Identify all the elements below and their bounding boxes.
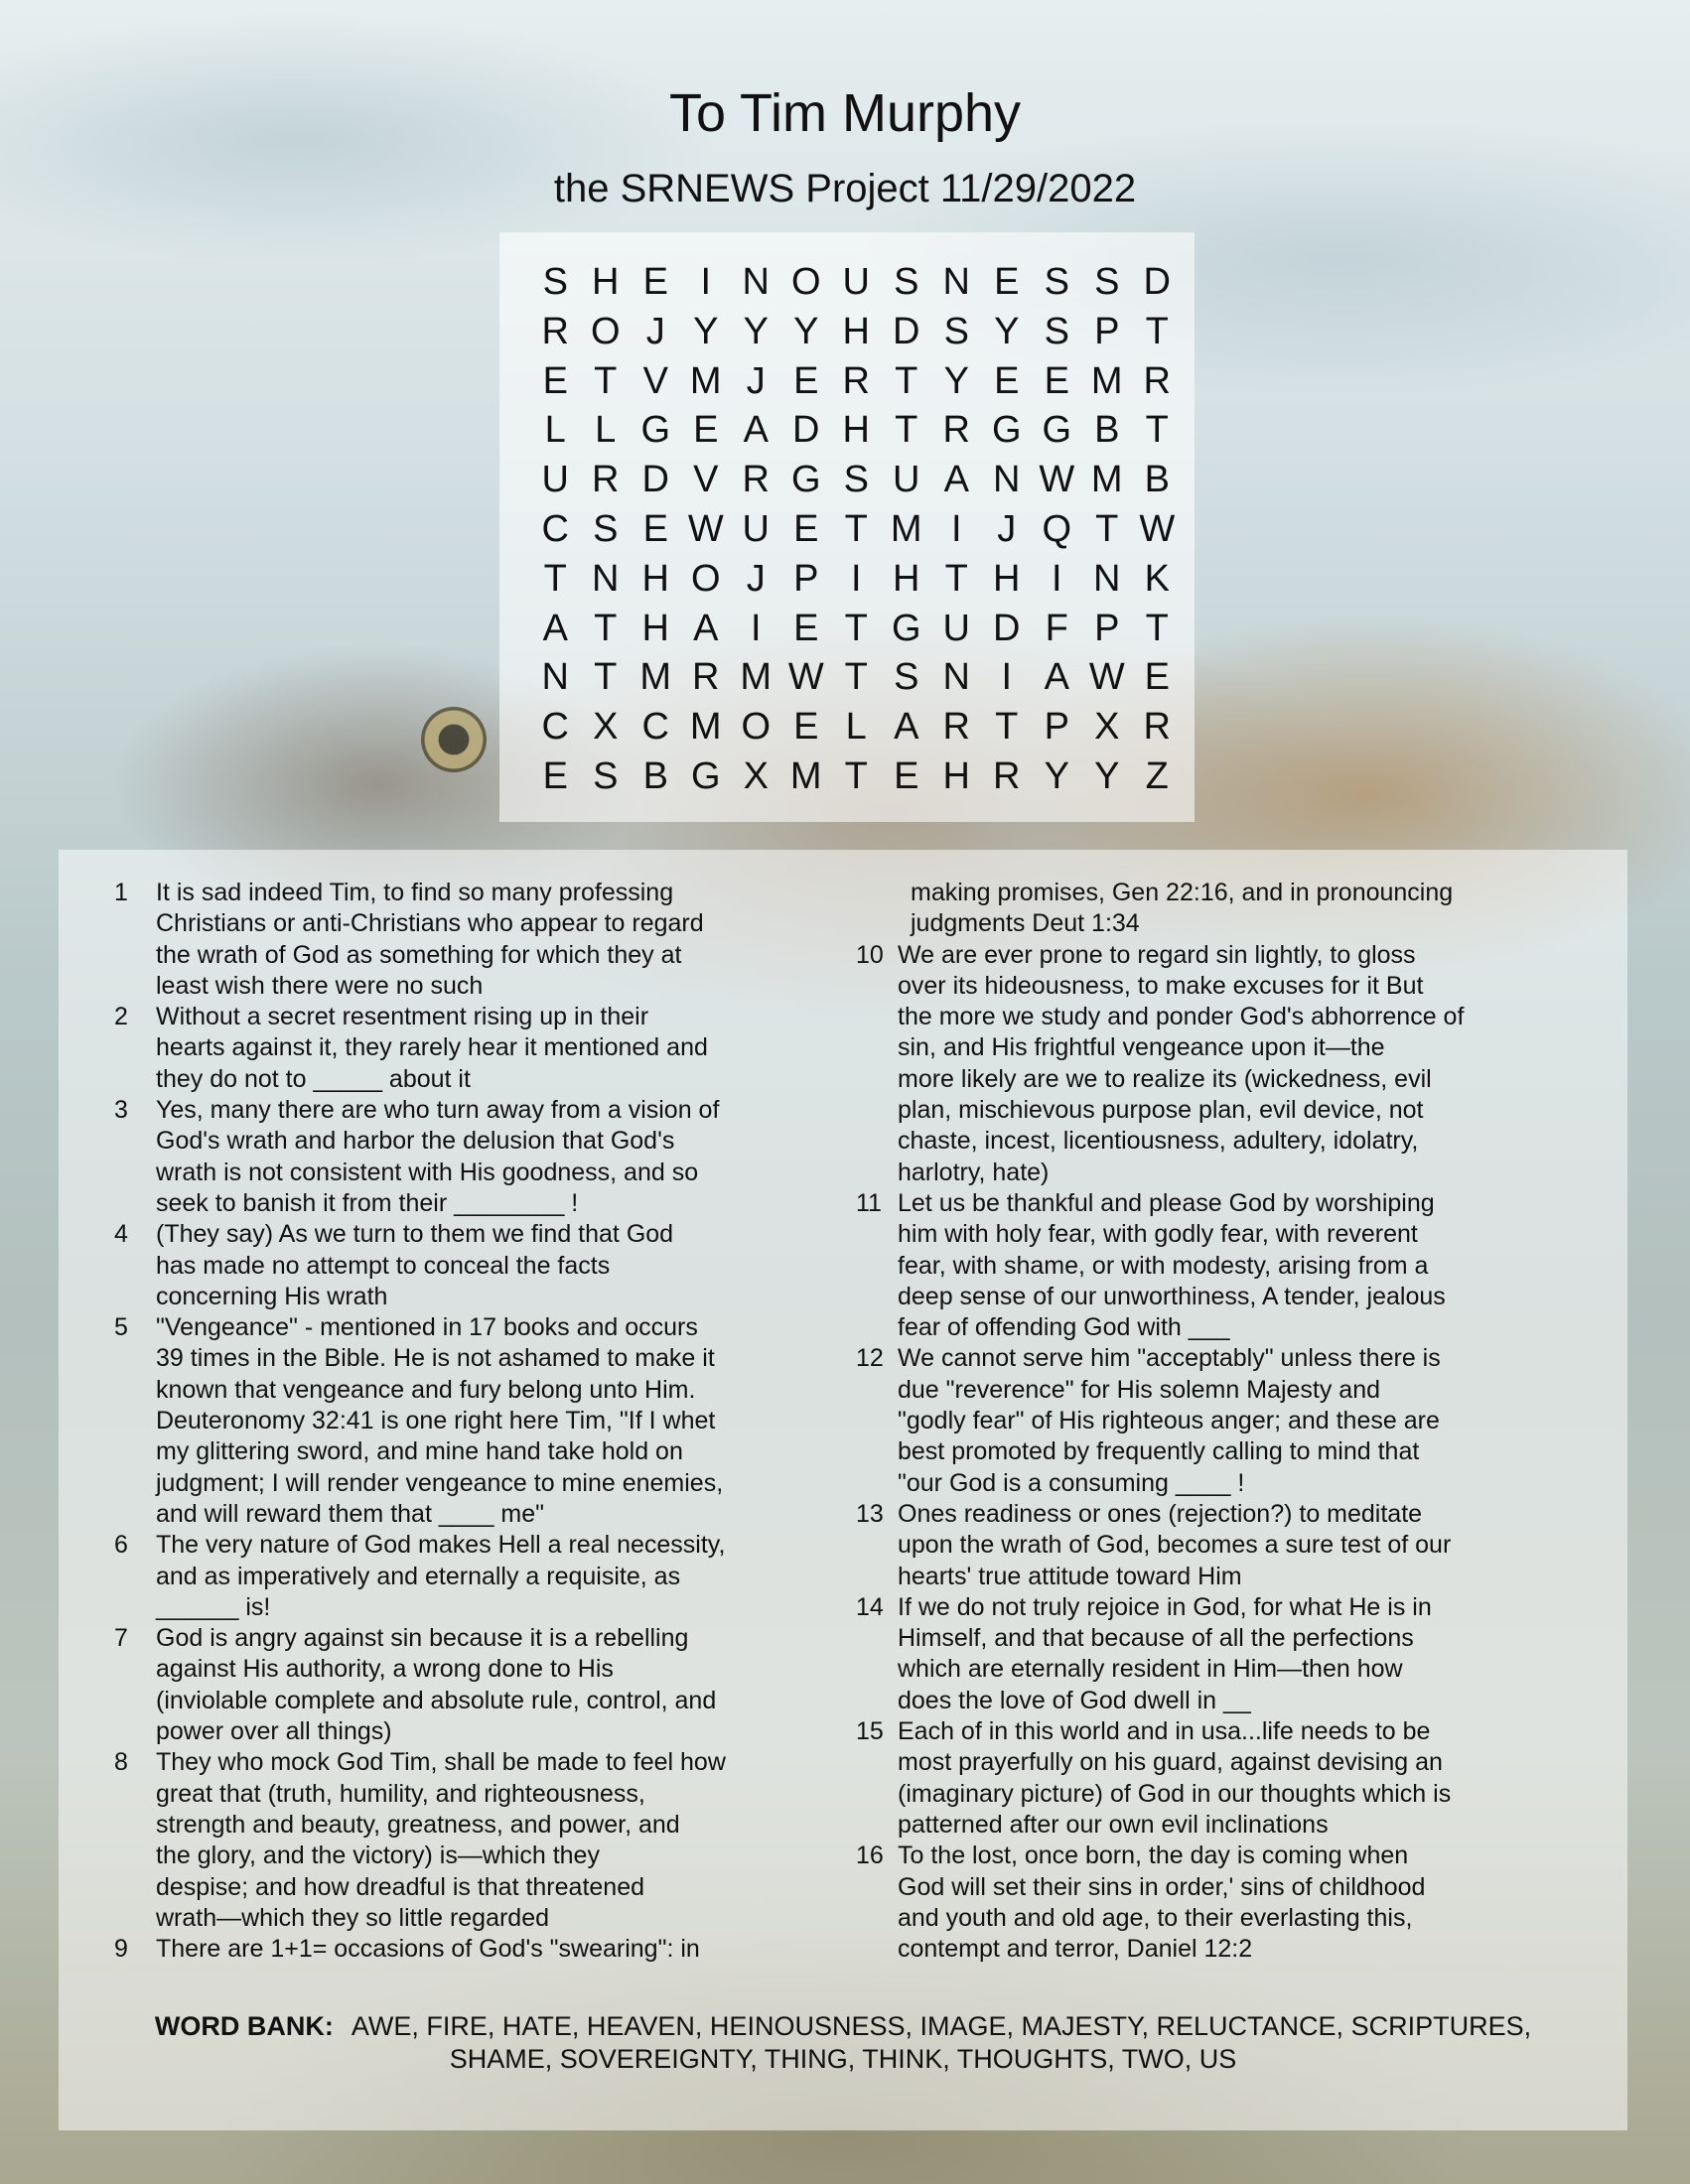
- grid-cell[interactable]: A: [542, 607, 568, 649]
- clue-number: 11: [856, 1188, 882, 1217]
- grid-cell[interactable]: T: [1145, 607, 1169, 649]
- grid-cell[interactable]: W: [1039, 459, 1075, 501]
- clue-text: It is sad indeed Tim, to find so many professing Christians or anti-Christians who appear to regard the wrath of God as something for which they at least wish there were no such: [156, 879, 704, 1000]
- grid-cell[interactable]: A: [943, 459, 969, 501]
- grid-cell[interactable]: V: [693, 459, 719, 501]
- grid-cell[interactable]: I: [1001, 656, 1013, 699]
- clue-item: [114, 878, 789, 1002]
- grid-cell[interactable]: L: [595, 409, 617, 452]
- clue-text: The very nature of God makes Hell a real necessity, and as imperatively and eternally a requisite, as ______ is!: [156, 1531, 726, 1621]
- grid-cell[interactable]: E: [793, 706, 819, 749]
- grid-cell[interactable]: P: [1044, 706, 1069, 749]
- clue-9-continuation: making promises, Gen 22:16, and in pronouncing judgments Deut 1:34: [911, 879, 1454, 938]
- grid-cell[interactable]: J: [997, 507, 1017, 550]
- grid-cell[interactable]: E: [542, 359, 568, 402]
- grid-cell[interactable]: Y: [793, 310, 819, 352]
- grid-cell[interactable]: S: [542, 261, 568, 303]
- grid-cell[interactable]: T: [844, 507, 868, 550]
- grid-cell[interactable]: G: [790, 459, 821, 501]
- grid-cell[interactable]: H: [641, 607, 669, 649]
- grid-cell[interactable]: G: [1042, 409, 1072, 452]
- grid-cell[interactable]: N: [942, 261, 970, 303]
- grid-cell[interactable]: H: [842, 409, 870, 452]
- clue-item: [114, 1002, 789, 1095]
- word-bank-line-2: SHAME, SOVEREIGNTY, THING, THINK, THOUGHTS, TWO, US: [449, 2044, 1237, 2074]
- clue-number: 7: [114, 1624, 128, 1653]
- grid-cell[interactable]: T: [1145, 310, 1169, 352]
- grid-cell[interactable]: M: [1090, 459, 1123, 501]
- clues-left-column: [114, 878, 789, 1965]
- clue-number: 2: [114, 1003, 128, 1031]
- grid-cell[interactable]: C: [641, 706, 669, 749]
- grid-cell[interactable]: A: [1044, 656, 1069, 699]
- grid-cell[interactable]: C: [541, 507, 569, 550]
- clue-number: 9: [114, 1935, 128, 1964]
- grid-cell[interactable]: R: [942, 409, 970, 452]
- grid-cell[interactable]: N: [942, 656, 970, 699]
- grid-cell[interactable]: T: [1095, 507, 1119, 550]
- grid-cell[interactable]: R: [592, 459, 620, 501]
- grid-cell[interactable]: S: [593, 507, 619, 550]
- grid-cell[interactable]: S: [843, 459, 869, 501]
- grid-cell[interactable]: T: [594, 359, 618, 402]
- grid-cell[interactable]: E: [994, 261, 1020, 303]
- grid-cell[interactable]: S: [894, 261, 919, 303]
- grid-cell[interactable]: V: [642, 359, 668, 402]
- clue-text: We cannot serve him "acceptably" unless there is due "reverence" for His solemn Majesty and "godly fear" of His righteous anger; and these are best promoted by frequently calling to mind that "our God is a consuming ____ !: [898, 1344, 1441, 1497]
- grid-cell[interactable]: M: [1090, 359, 1123, 402]
- clue-item: [856, 940, 1544, 1188]
- grid-cell[interactable]: R: [692, 656, 720, 699]
- grid-cell[interactable]: G: [640, 409, 671, 452]
- grid-cell[interactable]: N: [592, 557, 620, 600]
- clue-text: Yes, many there are who turn away from a vision of God's wrath and harbor the delusion that God's wrath is not consistent with His goodness, and so seek to banish it from their ________ !: [156, 1096, 720, 1217]
- grid-cell[interactable]: D: [893, 310, 920, 352]
- clue-item: [856, 1343, 1544, 1498]
- grid-cell[interactable]: M: [789, 754, 822, 797]
- grid-cell[interactable]: R: [842, 359, 870, 402]
- grid-cell[interactable]: B: [1094, 409, 1120, 452]
- grid-cell[interactable]: R: [942, 706, 970, 749]
- grid-cell[interactable]: B: [642, 754, 668, 797]
- clue-text: Without a secret resentment rising up in their hearts against it, they rarely hear it mentioned and they do not to _____ about it: [156, 1003, 708, 1093]
- grid-cell[interactable]: X: [743, 754, 769, 797]
- grid-cell[interactable]: G: [690, 754, 721, 797]
- grid-cell[interactable]: T: [895, 409, 918, 452]
- grid-cell[interactable]: W: [787, 656, 824, 699]
- grid-cell[interactable]: N: [993, 459, 1021, 501]
- grid-cell[interactable]: D: [993, 607, 1021, 649]
- clues-panel: [59, 850, 1627, 2130]
- grid-cell[interactable]: M: [689, 359, 722, 402]
- grid-cell[interactable]: I: [700, 261, 712, 303]
- grid-cell[interactable]: Q: [1042, 507, 1072, 550]
- clue-text: We are ever prone to regard sin lightly, to gloss over its hideousness, to make excuses for it But the more we study and ponder God's abhorrence of sin, and His frightful vengeance upon it—the more likely are we to realize its (wickedness, evil plan, mischievous purpose plan, evil device, not chaste, incest, licentiousness, adultery, idolatry, harlotry, hate): [898, 940, 1465, 1186]
- grid-cell[interactable]: P: [793, 557, 819, 600]
- clue-number: 4: [114, 1220, 128, 1249]
- clue-item: [114, 1095, 789, 1219]
- grid-cell[interactable]: M: [689, 706, 722, 749]
- grid-cell[interactable]: L: [544, 409, 566, 452]
- grid-cell[interactable]: T: [944, 557, 968, 600]
- clue-number: 6: [114, 1531, 128, 1560]
- grid-cell[interactable]: M: [639, 656, 672, 699]
- grid-cell[interactable]: E: [1044, 359, 1069, 402]
- clue-text: "Vengeance" - mentioned in 17 books and occurs 39 times in the Bible. He is not ashamed to make it known that vengeance and fury belong unto Him. Deuteronomy 32:41 is one right here Tim, "If I whet my glittering sword, and mine hand take hold on judgment; I will render vengeance to mine enemies, and will reward them that ____ me": [156, 1313, 724, 1528]
- clue-number: 12: [856, 1344, 884, 1373]
- grid-cell[interactable]: M: [890, 507, 922, 550]
- grid-cell[interactable]: Y: [743, 310, 769, 352]
- clue-item: [114, 1219, 789, 1312]
- grid-cell[interactable]: M: [740, 656, 773, 699]
- grid-cell[interactable]: A: [743, 409, 769, 452]
- word-search-grid[interactable]: [530, 258, 1183, 802]
- grid-cell[interactable]: T: [844, 656, 868, 699]
- clue-item: [114, 1530, 789, 1623]
- grid-cell[interactable]: X: [1094, 706, 1120, 749]
- grid-cell[interactable]: J: [645, 310, 665, 352]
- grid-cell[interactable]: N: [742, 261, 770, 303]
- grid-cell[interactable]: T: [594, 607, 618, 649]
- grid-cell[interactable]: H: [592, 261, 620, 303]
- clue-number: 3: [114, 1096, 128, 1125]
- grid-cell[interactable]: R: [541, 310, 569, 352]
- grid-cell[interactable]: Y: [994, 310, 1020, 352]
- clue-text: Let us be thankful and please God by worshiping him with holy fear, with godly fear, with reverent fear, with shame, or with modesty, arising from a deep sense of our unworthiness, A tender, jealous fear of offending God with ___: [898, 1188, 1446, 1342]
- grid-cell[interactable]: I: [750, 607, 762, 649]
- grid-cell[interactable]: Y: [1094, 754, 1120, 797]
- grid-cell[interactable]: E: [994, 359, 1020, 402]
- grid-cell[interactable]: D: [792, 409, 820, 452]
- word-bank-line-1: AWE, FIRE, HATE, HEAVEN, HEINOUSNESS, IMAGE, MAJESTY, RELUCTANCE, SCRIPTURES,: [351, 2011, 1532, 2041]
- grid-cell[interactable]: W: [1139, 507, 1176, 550]
- grid-cell[interactable]: E: [693, 409, 719, 452]
- clue-text: To the lost, once born, the day is coming when God will set their sins in order,' sins of childhood and youth and old age, to their everlasting this, contempt and terror, Daniel 12:2: [898, 1842, 1426, 1964]
- grid-cell[interactable]: K: [1144, 557, 1170, 600]
- grid-cell[interactable]: P: [1094, 607, 1120, 649]
- grid-cell[interactable]: D: [641, 459, 669, 501]
- clue-item: [856, 1716, 1544, 1841]
- grid-cell[interactable]: Y: [693, 310, 719, 352]
- clue-number: 13: [856, 1499, 884, 1528]
- grid-cell[interactable]: T: [594, 656, 618, 699]
- grid-cell[interactable]: T: [1145, 409, 1169, 452]
- grid-cell[interactable]: G: [991, 409, 1022, 452]
- grid-cell[interactable]: R: [742, 459, 770, 501]
- clue-item: [114, 1934, 789, 1965]
- grid-cell[interactable]: S: [894, 656, 919, 699]
- grid-cell[interactable]: W: [687, 507, 724, 550]
- grid-cell[interactable]: R: [1143, 359, 1171, 402]
- clue-item: [114, 1623, 789, 1747]
- grid-cell[interactable]: H: [942, 754, 970, 797]
- page-subtitle: the SRNEWS Project 11/29/2022: [553, 167, 1137, 210]
- grid-cell[interactable]: E: [793, 359, 819, 402]
- grid-cell[interactable]: R: [993, 754, 1021, 797]
- clue-text: There are 1+1= occasions of God's "swearing": in: [156, 1935, 700, 1964]
- grid-cell[interactable]: H: [993, 557, 1021, 600]
- grid-cell[interactable]: N: [1093, 557, 1121, 600]
- clue-number: 1: [114, 879, 128, 906]
- grid-cell[interactable]: O: [790, 261, 821, 303]
- grid-cell[interactable]: U: [942, 607, 970, 649]
- grid-cell[interactable]: H: [641, 557, 669, 600]
- grid-cell[interactable]: U: [842, 261, 870, 303]
- grid-cell[interactable]: H: [893, 557, 920, 600]
- grid-cell[interactable]: Y: [943, 359, 969, 402]
- grid-cell[interactable]: W: [1088, 656, 1125, 699]
- grid-cell[interactable]: S: [1044, 310, 1069, 352]
- grid-cell[interactable]: T: [844, 607, 868, 649]
- grid-cell[interactable]: T: [995, 706, 1019, 749]
- clue-item: [856, 1592, 1544, 1716]
- grid-cell[interactable]: D: [1143, 261, 1171, 303]
- grid-cell[interactable]: U: [893, 459, 920, 501]
- clue-item: [114, 1747, 789, 1934]
- grid-cell[interactable]: T: [543, 557, 567, 600]
- grid-cell[interactable]: A: [693, 607, 719, 649]
- grid-cell[interactable]: E: [793, 607, 819, 649]
- clue-item: [856, 1188, 1544, 1343]
- grid-cell[interactable]: U: [541, 459, 569, 501]
- clue-item: [114, 1312, 789, 1530]
- clue-number: 8: [114, 1748, 128, 1777]
- grid-cell[interactable]: S: [1094, 261, 1120, 303]
- grid-cell[interactable]: J: [746, 557, 766, 600]
- clue-text: Each of in this world and in usa...life needs to be most prayerfully on his guard, against devising an (imaginary picture) of God in our thoughts which is patterned after our own evil inclinations: [898, 1717, 1452, 1839]
- grid-cell[interactable]: N: [541, 656, 569, 699]
- clue-number: 14: [856, 1592, 884, 1621]
- clue-item: [856, 1841, 1544, 1965]
- grid-cell[interactable]: X: [593, 706, 619, 749]
- word-bank-label: WORD BANK:: [154, 2011, 334, 2041]
- grid-cell[interactable]: Y: [1044, 754, 1069, 797]
- grid-cell[interactable]: O: [590, 310, 621, 352]
- clue-number: 10: [856, 940, 884, 969]
- grid-cell[interactable]: O: [741, 706, 772, 749]
- grid-cell[interactable]: E: [642, 261, 668, 303]
- grid-cell[interactable]: I: [850, 557, 862, 600]
- clues-right-column: [856, 878, 1544, 1965]
- grid-cell[interactable]: I: [1051, 557, 1062, 600]
- grid-cell[interactable]: S: [1044, 261, 1069, 303]
- word-bank: [59, 2010, 1627, 2076]
- grid-cell[interactable]: B: [1144, 459, 1170, 501]
- grid-cell[interactable]: H: [842, 310, 870, 352]
- grid-cell[interactable]: F: [1045, 607, 1068, 649]
- clue-text: (They say) As we turn to them we find that God has made no attempt to conceal the facts concerning His wrath: [156, 1220, 674, 1310]
- clue-number: 16: [856, 1842, 884, 1870]
- clue-number: 5: [114, 1313, 128, 1342]
- grid-cell[interactable]: U: [742, 507, 770, 550]
- grid-cell[interactable]: E: [894, 754, 919, 797]
- word-search-panel: [499, 232, 1195, 822]
- grid-cell[interactable]: A: [894, 706, 919, 749]
- grid-cell[interactable]: E: [793, 507, 819, 550]
- grid-cell[interactable]: R: [1143, 706, 1171, 749]
- grid-cell[interactable]: O: [690, 557, 721, 600]
- grid-cell[interactable]: I: [950, 507, 962, 550]
- clue-text: If we do not truly rejoice in God, for what He is in Himself, and that because of all the perfections which are eternally resident in Him—then how does the love of God dwell in __: [898, 1592, 1432, 1714]
- clue-text: Ones readiness or ones (rejection?) to meditate upon the wrath of God, becomes a sure test of our hearts' true attitude toward Him: [898, 1499, 1452, 1590]
- grid-cell[interactable]: P: [1094, 310, 1120, 352]
- clue-item: [856, 1499, 1544, 1592]
- grid-cell[interactable]: Z: [1145, 754, 1169, 797]
- clue-number: 15: [856, 1717, 884, 1746]
- grid-cell[interactable]: E: [542, 754, 568, 797]
- grid-cell[interactable]: G: [891, 607, 921, 649]
- clue-text: They who mock God Tim, shall be made to feel how great that (truth, humility, and righteousness, strength and beauty, greatness, and power, and the glory, and the victory) is—which they despise; and how dreadful is that threatened wrath—which they so little regarded: [156, 1748, 726, 1932]
- grid-cell[interactable]: E: [1144, 656, 1170, 699]
- grid-cell[interactable]: S: [943, 310, 969, 352]
- grid-cell[interactable]: T: [895, 359, 918, 402]
- grid-cell[interactable]: E: [642, 507, 668, 550]
- grid-cell[interactable]: C: [541, 706, 569, 749]
- grid-cell[interactable]: T: [844, 754, 868, 797]
- clue-text: God is angry against sin because it is a rebelling against His authority, a wrong done to His (inviolable complete and absolute rule, control, and power over all things): [156, 1624, 717, 1746]
- grid-cell[interactable]: J: [746, 359, 766, 402]
- grid-cell[interactable]: S: [593, 754, 619, 797]
- background-fish-eye: [421, 707, 487, 772]
- page-title: To Tim Murphy: [668, 83, 1022, 143]
- grid-cell[interactable]: L: [845, 706, 867, 749]
